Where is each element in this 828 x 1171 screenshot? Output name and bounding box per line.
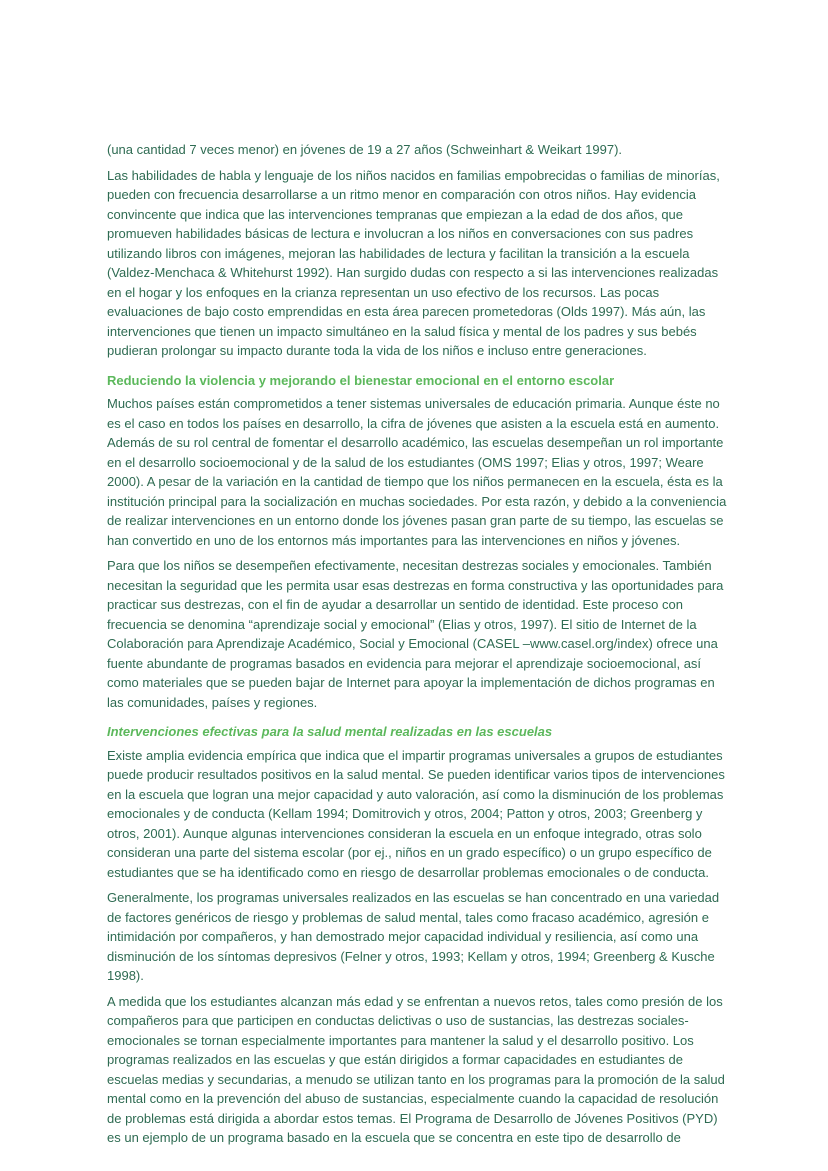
paragraph: Muchos países están comprometidos a tener sistemas universales de educación primaria. Aunque éste no es el caso en todos los países en desarrollo, la cifra de jóvenes que asisten a la escuela está en aumento. Además de su rol central de fomentar el desarrollo académico, las escuelas desempeñan un rol importante en el desarrollo socioemocional y de la salud de los estudiantes (OMS 1997; Elias y otros, 1997; Weare 2000). A pesar de la variación en la cantidad de tiempo que los niños permanecen en la escuela, ésta es la institución principal para la socialización en muchas sociedades. Por esta razón, y debido a la conveniencia de realizar intervenciones en un entorno donde los jóvenes pasan gran parte de su tiempo, las escuelas se han convertido en uno de los entornos más importantes para las intervenciones en niños y jóvenes.	[107, 396, 727, 548]
section-heading: Reduciendo la violencia y mejorando el bienestar emocional en el entorno escolar	[107, 372, 615, 388]
subsection-heading: Intervenciones efectivas para la salud mental realizadas en las escuelas	[107, 724, 553, 739]
paragraph: Existe amplia evidencia empírica que indica que el impartir programas universales a grupos de estudiantes puede producir resultados positivos en la salud mental. Se pueden identificar varios tipos de intervenciones en la escuela que logran una mejor capacidad y auto valoración, así como la disminución de los problemas emocionales y de conducta (Kellam 1994; Domitrovich y otros, 2004; Patton y otros, 2003; Greenberg y otros, 2001). Aunque algunas intervenciones consideran la escuela en un enfoque integrado, otras solo consideran una parte del sistema escolar (por ej., niños en un grado específico) o un grupo específico de estudiantes que se ha identificado como en riesgo de desarrollar problemas emocionales o de conducta.	[107, 747, 725, 880]
text-content	[107, 140, 733, 1154]
paragraph: (una cantidad 7 veces menor) en jóvenes de 19 a 27 años (Schweinhart & Weikart 1997).	[107, 142, 623, 157]
paragraph: Las habilidades de habla y lenguaje de los niños nacidos en familias empobrecidas o familias de minorías, pueden con frecuencia desarrollarse a un ritmo menor en comparación con otros niños. Hay evidencia convincente que indica que las intervenciones tempranas que empiezan a la edad de dos años, que promueven habilidades básicas de lectura e involucran a los niños en conversaciones con sus padres utilizando libros con imágenes, mejoran las habilidades de lectura y facilitan la transición a la escuela (Valdez-Menchaca & Whitehurst 1992). Han surgido dudas con respecto a si las intervenciones realizadas en el hogar y los enfoques en la crianza representan un uso efectivo de los recursos. Las pocas evaluaciones de bajo costo emprendidas en esta área parecen prometedoras (Olds 1997). Más aún, las intervenciones que tienen un impacto simultáneo en la salud física y mental de los padres y sus bebés pudieran prolongar su impacto durante toda la vida de los niños e incluso entre generaciones.	[107, 167, 720, 358]
paragraph: Para que los niños se desempeñen efectivamente, necesitan destrezas sociales y emocionales. También necesitan la seguridad que les permita usar esas destrezas en forma constructiva y las oportunidades para practicar sus destrezas, con el fin de ayudar a desarrollar un sentido de identidad. Este proceso con frecuencia se denomina “aprendizaje social y emocional” (Elias y otros, 1997). El sitio de Internet de la Colaboración para Aprendizaje Académico, Social y Emocional (CASEL –www.casel.org/index) ofrece una fuente abundante de programas basados en evidencia para mejorar el aprendizaje socioemocional, así como materiales que se pueden bajar de Internet para apoyar la implementación de dichos programas en las comunidades, países y regiones.	[107, 558, 724, 710]
paragraph: Generalmente, los programas universales realizados en las escuelas se han concentrado en una variedad de factores genéricos de riesgo y problemas de salud mental, tales como fracaso académico, agresión e intimidación por compañeros, y han demostrado mejor capacidad individual y resiliencia, así como una disminución de los síntomas depresivos (Felner y otros, 1993; Kellam y otros, 1994; Greenberg & Kusche 1998).	[107, 890, 720, 983]
paragraph: A medida que los estudiantes alcanzan más edad y se enfrentan a nuevos retos, tales como presión de los compañeros para que participen en conductas delictivas o uso de sustancias, las destrezas sociales-emocionales se tornan especialmente importantes para mantener la salud y el desarrollo positivo. Los programas realizados en las escuelas y que están dirigidos a formar capacidades en estudiantes de escuelas medias y secundarias, a menudo se utilizan tanto en los programas para la promoción de la salud mental como en la prevención del abuso de sustancias, especialmente cuando la capacidad de resolución de problemas está dirigida a abordar estos temas. El Programa de Desarrollo de Jóvenes Positivos (PYD) es un ejemplo de un programa basado en la escuela que se concentra en este tipo de desarrollo de	[107, 993, 725, 1145]
